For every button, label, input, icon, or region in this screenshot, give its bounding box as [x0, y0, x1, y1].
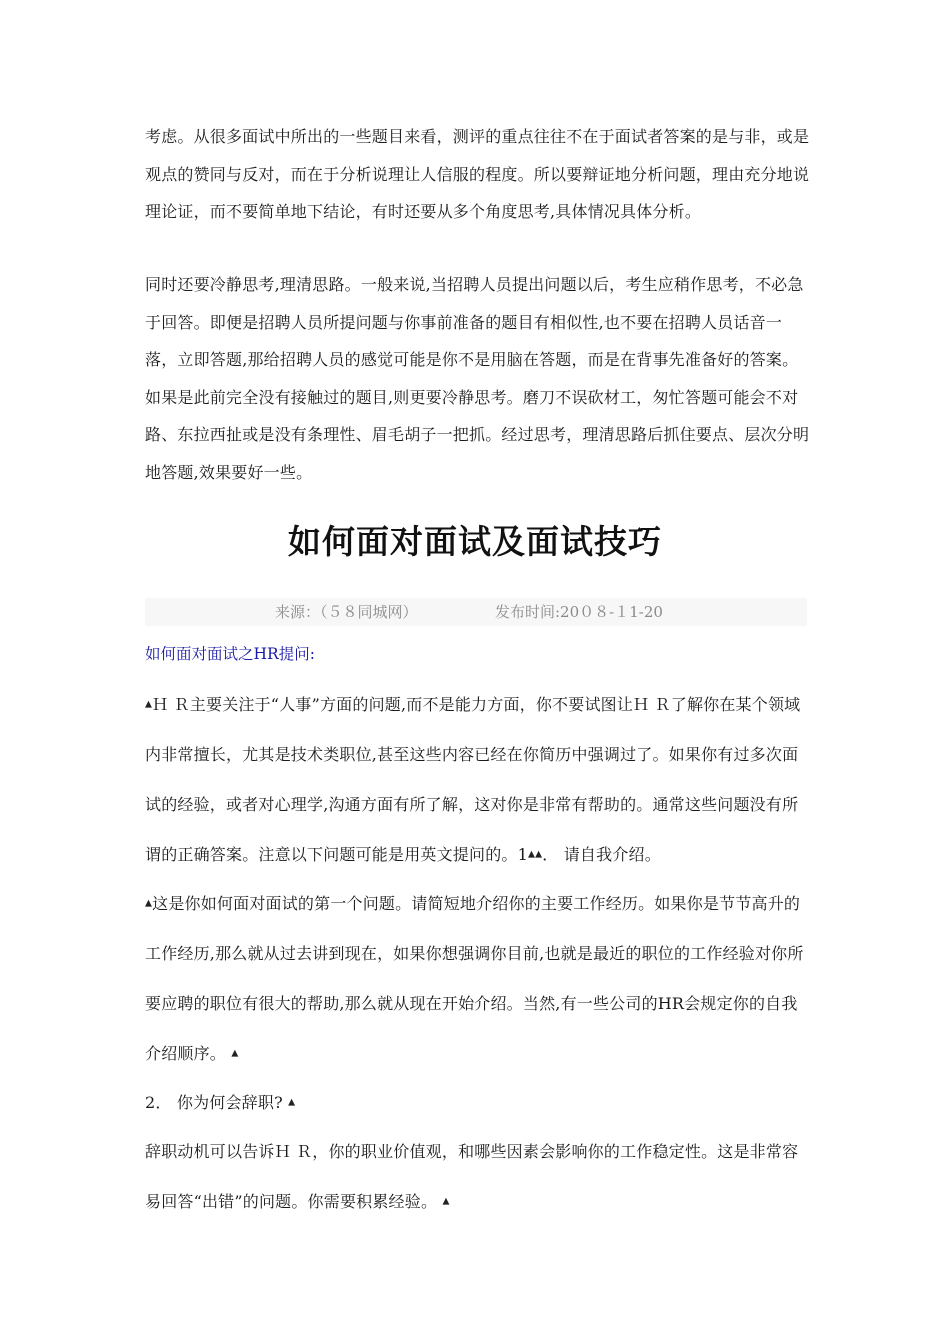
question-2-label: 2． 你为何会辞职? [145, 1093, 283, 1112]
bullet-mark-icon: ▲ [442, 1196, 450, 1207]
paragraph-calm-thinking: 同时还要冷静思考,理清思路。一般来说,当招聘人员提出问题以后，考生应稍作思考，不必急于回答。即便是招聘人员所提问题与你事前准备的题目有相似性,也不要在招聘人员话音一落，立即答题,那给招聘人员的感觉可能是你不是用脑在答题，而是在背事先准备好的答案。如果是此前完全没有接触过的题目,则更要冷静思考。磨刀不误砍材工，匆忙答题可能会不对路、东拉西扯或是没有条理性、眉毛胡子一把抓。经过思考，理清思路后抓住要点、层次分明地答题,效果要好一些。 [145, 275, 810, 482]
bullet-mark-icon: ▲ [231, 1048, 239, 1059]
article-date: 发布时间:20０８-１1-20 [495, 603, 663, 621]
bullet-mark-icon: ▲ [535, 849, 543, 860]
bullet-mark-icon: ▲ [145, 699, 153, 710]
question-1-label: ． 请自我介绍。 [542, 844, 661, 864]
bullet-mark-icon: ▲ [288, 1097, 296, 1108]
paragraph-hr-focus [145, 680, 810, 880]
article-title: 如何面对面试及面试技巧 [288, 522, 662, 561]
question-2 [145, 1078, 810, 1128]
paragraph-self-intro-text: 这是你如何面对面试的第一个问题。请简短地介绍你的主要工作经历。如果你是节节高升的工作经历,那么就从过去讲到现在，如果你想强调你目前,也就是最近的职位的工作经验对你所要应聘的职位有很大的帮助,那么就从现在开始介绍。当然,有一些公司的HR会规定你的自我介绍顺序。 [145, 894, 804, 1063]
article-source: 来源：（５８同城网） [275, 603, 418, 621]
paragraph-analysis: 考虑。从很多面试中所出的一些题目来看，测评的重点往往不在于面试者答案的是与非，或是观点的赞同与反对，而在于分析说理让人信服的程度。所以要辩证地分析问题，理由充分地说理论证，而不要简单地下结论，有时还要从多个角度思考,具体情况具体分析。 [145, 127, 810, 221]
bullet-mark-icon: ▲ [145, 898, 153, 909]
section-subheading[interactable]: 如何面对面试之HR提问: [145, 645, 315, 663]
paragraph-self-intro [145, 879, 810, 1079]
paragraph-resign-reason [145, 1127, 810, 1227]
paragraph-hr-focus-text: Ｈ Ｒ主要关注于“人事”方面的问题,而不是能力方面，你不要试图让Ｈ Ｒ了解你在某个领域内非常擅长，尤其是技术类职位,甚至这些内容已经在你简历中强调过了。如果你有过多次面试的经验，或者对心理学,沟通方面有所了解，这对你是非常有帮助的。通常这些问题没有所谓的正确答案。注意以下问题可能是用英文提问的。1 [145, 695, 801, 864]
bullet-mark-icon: ▲ [527, 849, 536, 860]
paragraph-resign-reason-text: 辞职动机可以告诉Ｈ Ｒ，你的职业价值观，和哪些因素会影响你的工作稳定性。这是非常容易回答“出错”的问题。你需要积累经验。 [145, 1142, 799, 1211]
article-meta-bar [145, 598, 807, 626]
